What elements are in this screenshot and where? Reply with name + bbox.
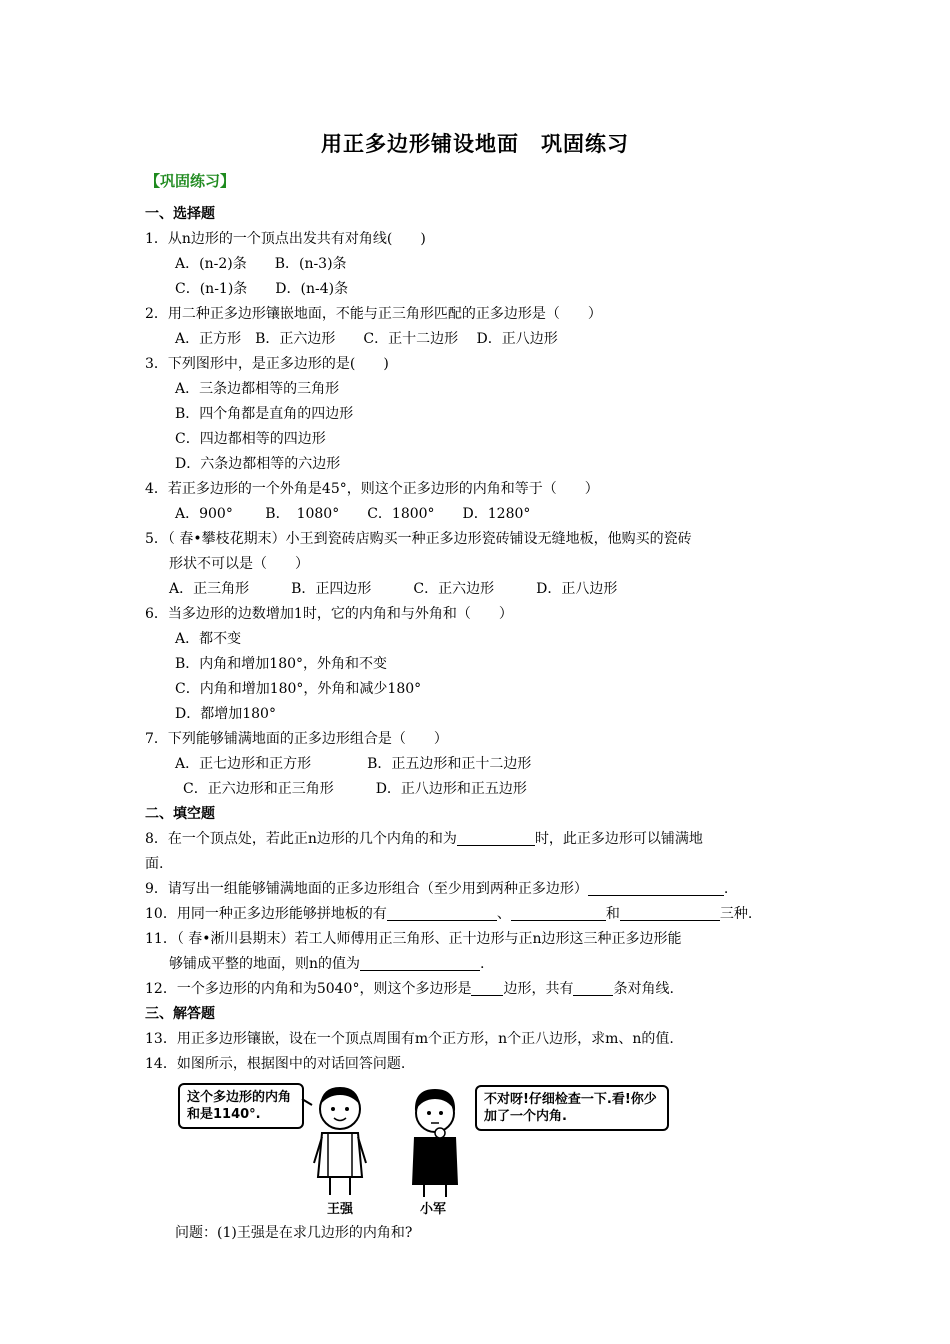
question-5-options: A．正三角形 B．正四边形 C．正六边形 D．正八边形 (169, 581, 618, 597)
question-5-stem-continued: 形状不可以是（ ） (169, 556, 309, 572)
answer-blank[interactable] (588, 879, 724, 896)
answer-blank[interactable] (620, 904, 720, 921)
question-12-text: 12．一个多边形的内角和为5040°，则这个多边形是 (145, 981, 472, 997)
question-8-text-pre: 8．在一个顶点处，若此正n边形的几个内角的和为 (145, 831, 457, 847)
question-10-sep1: 、 (496, 906, 511, 922)
section-tag: 【巩固练习】 (145, 172, 236, 190)
question-9-text: 9．请写出一组能够铺满地面的正多边形组合（至少用到两种正多边形） (145, 881, 588, 897)
question-7-options-cd: C．正六边形和正三角形 D．正八边形和正五边形 (183, 781, 527, 797)
question-11-continued (145, 952, 815, 977)
section-heading-fill: 二、填空题 (145, 806, 215, 822)
question-12-end: 条对角线. (613, 981, 674, 997)
question-3-option-b: B．四个角都是直角的四边形 (175, 406, 354, 422)
question-12-mid: 边形，共有 (503, 981, 574, 997)
section-heading-solve: 三、解答题 (145, 1006, 215, 1022)
question-6-option-c: C．内角和增加180°，外角和减少180° (175, 681, 422, 697)
question-12 (145, 977, 815, 1002)
question-5-stem: 5．（ 春•攀枝花期末）小王到瓷砖店购买一种正多边形瓷砖铺设无缝地板，他购买的瓷砖 (145, 531, 692, 547)
question-7-stem: 7．下列能够铺满地面的正多边形组合是（ ） (145, 731, 448, 747)
question-11-text: 够铺成平整的地面，则n的值为 (169, 956, 361, 972)
question-10-end: 三种. (719, 906, 753, 922)
question-1-options-ab: A．(n-2)条 B．(n-3)条 (175, 256, 347, 272)
question-14-stem: 14．如图所示，根据图中的对话回答问题. (145, 1056, 406, 1072)
question-1-stem: 1．从n边形的一个顶点出发共有对角线( ) (145, 231, 426, 247)
answer-blank[interactable] (457, 829, 535, 846)
dialogue-illustration (145, 1079, 815, 1221)
question-9 (145, 877, 815, 902)
question-8 (145, 827, 815, 852)
question-10-sep2: 和 (605, 906, 620, 922)
question-2-stem: 2．用二种正多边形镶嵌地面，不能与正三角形匹配的正多边形是（ ） (145, 306, 602, 322)
question-13: 13．用正多边形镶嵌，设在一个顶点周围有m个正方形，n个正八边形，求m、n的值. (145, 1031, 674, 1047)
question-6-stem: 6．当多边形的边数增加1时，它的内角和与外角和（ ） (145, 606, 513, 622)
answer-blank[interactable] (573, 979, 613, 996)
question-4-options: A．900° B． 1080° C．1800° D．1280° (175, 506, 531, 522)
question-6-option-a: A．都不变 (175, 631, 242, 647)
question-3-option-a: A．三条边都相等的三角形 (175, 381, 340, 397)
speech-bubble-wangqiang: 这个多边形的内角和是1140°. (178, 1083, 304, 1129)
page-title: 用正多边形铺设地面 巩固练习 (321, 132, 629, 156)
question-10 (145, 902, 815, 927)
speech-bubble-xiaojun: 不对呀!仔细检查一下.看!你少加了一个内角. (475, 1085, 669, 1131)
answer-blank[interactable] (471, 979, 503, 996)
question-7-options-ab: A．正七边形和正方形 B．正五边形和正十二边形 (175, 756, 532, 772)
question-3-option-c: C．四边都相等的四边形 (175, 431, 326, 447)
question-1-options-cd: C．(n-1)条 D．(n-4)条 (175, 281, 349, 297)
question-8-text-post: 时，此正多边形可以铺满地 (534, 831, 703, 847)
question-3-stem: 3．下列图形中，是正多边形的是( ) (145, 356, 389, 372)
answer-blank[interactable] (360, 954, 480, 971)
question-6-option-d: D．都增加180° (175, 706, 276, 722)
xiaojun-figure (400, 1081, 470, 1199)
wangqiang-figure (300, 1081, 380, 1199)
question-8-continued: 面. (145, 856, 164, 872)
question-14-subquestion-1: 问题：(1)王强是在求几边形的内角和? (175, 1225, 413, 1241)
question-2-options: A．正方形 B．正六边形 C．正十二边形 D．正八边形 (175, 331, 558, 347)
label-wangqiang: 王强 (327, 1202, 354, 1217)
question-4-stem: 4．若正多边形的一个外角是45°，则这个正多边形的内角和等于（ ） (145, 481, 599, 497)
question-10-text: 10．用同一种正多边形能够拼地板的有 (145, 906, 387, 922)
answer-blank[interactable] (387, 904, 497, 921)
question-6-option-b: B．内角和增加180°，外角和不变 (175, 656, 388, 672)
document-body (145, 202, 815, 1246)
question-11-end: . (480, 956, 485, 972)
label-xiaojun: 小军 (420, 1202, 447, 1217)
question-9-end: . (723, 881, 729, 897)
question-11-stem: 11．（ 春•淅川县期末）若工人师傅用正三角形、正十边形与正n边形这三种正多边形能 (145, 931, 682, 947)
question-3-option-d: D．六条边都相等的六边形 (175, 456, 341, 472)
answer-blank[interactable] (511, 904, 606, 921)
section-heading-choice: 一、选择题 (145, 206, 215, 222)
